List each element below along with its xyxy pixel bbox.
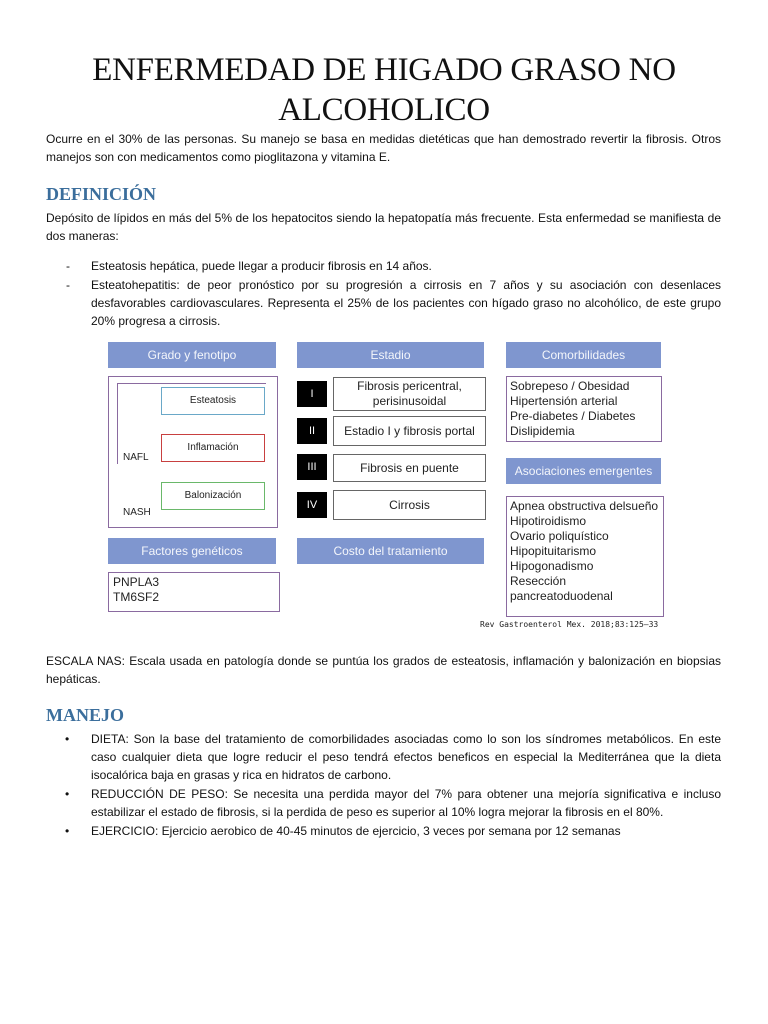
bullet-marker: • — [65, 732, 70, 746]
comorbidity-item: Sobrepeso / Obesidad — [510, 379, 630, 393]
bullet-marker: • — [65, 787, 70, 801]
stage-number: I — [297, 381, 327, 407]
list-item — [46, 257, 721, 275]
comorbidity-item: Dislipidemia — [510, 424, 575, 438]
association-item: Hipogonadismo — [510, 559, 594, 573]
list-item-text: Esteatohepatitis: de peor pronóstico por su progresión a cirrosis en 7 años y su asociación con desenlaces desfavorables cardiovasculares. Representa el 25% de los pacientes con hígado graso no alcohólico, de este grupo 20% progresa a cirrosis. — [91, 278, 721, 328]
stage-number: IV — [297, 492, 327, 518]
comorbilidades-box — [506, 376, 662, 442]
list-item — [46, 822, 721, 840]
page-title: ENFERMEDAD DE HIGADO GRASO NO ALCOHOLICO — [92, 52, 676, 128]
nafl-label: NAFL — [123, 452, 149, 463]
stage-number: II — [297, 418, 327, 444]
association-item: Hipotiroidismo — [510, 514, 587, 528]
manejo-list — [46, 730, 721, 841]
manejo-heading: MANEJO — [46, 705, 124, 725]
dash-marker: - — [66, 259, 70, 273]
list-item-text: EJERCICIO: Ejercicio aerobico de 40-45 minutos de ejercicio, 3 veces por semana por 12 semanas — [91, 824, 621, 838]
header-factores-geneticos: Factores genéticos — [108, 538, 276, 564]
association-item: Ovario poliquístico — [510, 529, 609, 543]
stage-label: Cirrosis — [333, 490, 486, 520]
association-item: Apnea obstructiva delsueño — [510, 499, 659, 513]
definicion-list — [46, 257, 721, 331]
gene-item: PNPLA3 — [113, 575, 160, 589]
association-item: pancreatoduodenal — [510, 589, 613, 603]
stage-label: Estadio I y fibrosis portal — [333, 416, 486, 446]
list-item — [46, 276, 721, 330]
list-item-text: DIETA: Son la base del tratamiento de comorbilidades asociadas como lo son los síndromes metabólicos. En este caso cualquier dieta que logre reducir el peso tendrá efectos beneficos en especial la Mediterránea que la dieta isocalórica baja en grasas y rica en hidratos de carbono. — [91, 732, 721, 782]
bullet-marker: • — [65, 824, 70, 838]
escala-nas-paragraph: ESCALA NAS: Escala usada en patología donde se puntúa los grados de esteatosis, inflamación y balonización en biopsias hepáticas. — [46, 654, 721, 686]
header-asociaciones: Asociaciones emergentes — [506, 458, 661, 484]
comorbidity-item: Pre-diabetes / Diabetes — [510, 409, 636, 423]
nash-label: NASH — [123, 507, 151, 518]
header-costo-tratamiento: Costo del tratamiento — [297, 538, 484, 564]
stage-number: III — [297, 454, 327, 480]
association-item: Hipopituitarismo — [510, 544, 597, 558]
gene-item: TM6SF2 — [113, 590, 160, 604]
stage-label: Fibrosis pericentral, perisinusoidal — [333, 377, 486, 411]
list-item — [46, 785, 721, 821]
header-grado-fenotipo: Grado y fenotipo — [108, 342, 276, 368]
phenotype-box — [108, 376, 278, 528]
intro-paragraph: Ocurre en el 30% de las personas. Su manejo se basa en medidas dietéticas que han demostrado revertir la fibrosis. Otros manejos son con medicamentos como pioglitazona y vitamina E. — [46, 132, 721, 164]
header-estadio: Estadio — [297, 342, 484, 368]
stage-label: Fibrosis en puente — [333, 454, 486, 482]
balonizacion-box: Balonización — [161, 482, 265, 510]
list-item-text: REDUCCIÓN DE PESO: Se necesita una perdida mayor del 7% para obtener una mejoría significativa e incluso estabilizar el estado de fibrosis, si la perdida de peso es superior al 10% logra mejorar la fibrosis en el 80%. — [91, 787, 721, 819]
comorbidity-item: Hipertensión arterial — [510, 394, 618, 408]
list-item-text: Esteatosis hepática, puede llegar a producir fibrosis en 14 años. — [91, 259, 432, 273]
figure-citation: Rev Gastroenterol Mex. 2018;83:125–33 — [480, 620, 659, 629]
header-comorbilidades: Comorbilidades — [506, 342, 661, 368]
geneticos-box — [108, 572, 280, 612]
inflamacion-box: Inflamación — [161, 434, 265, 462]
nafld-classification-figure — [106, 340, 666, 632]
definicion-heading: DEFINICIÓN — [46, 184, 157, 204]
dash-marker: - — [66, 278, 70, 292]
asociaciones-box — [506, 496, 664, 617]
definicion-text: Depósito de lípidos en más del 5% de los hepatocitos siendo la hepatopatía más frecuente. Esta enfermedad se manifiesta de dos maneras: — [46, 211, 721, 243]
esteatosis-box: Esteatosis — [161, 387, 265, 415]
association-item: Resección — [510, 574, 567, 588]
list-item — [46, 730, 721, 784]
